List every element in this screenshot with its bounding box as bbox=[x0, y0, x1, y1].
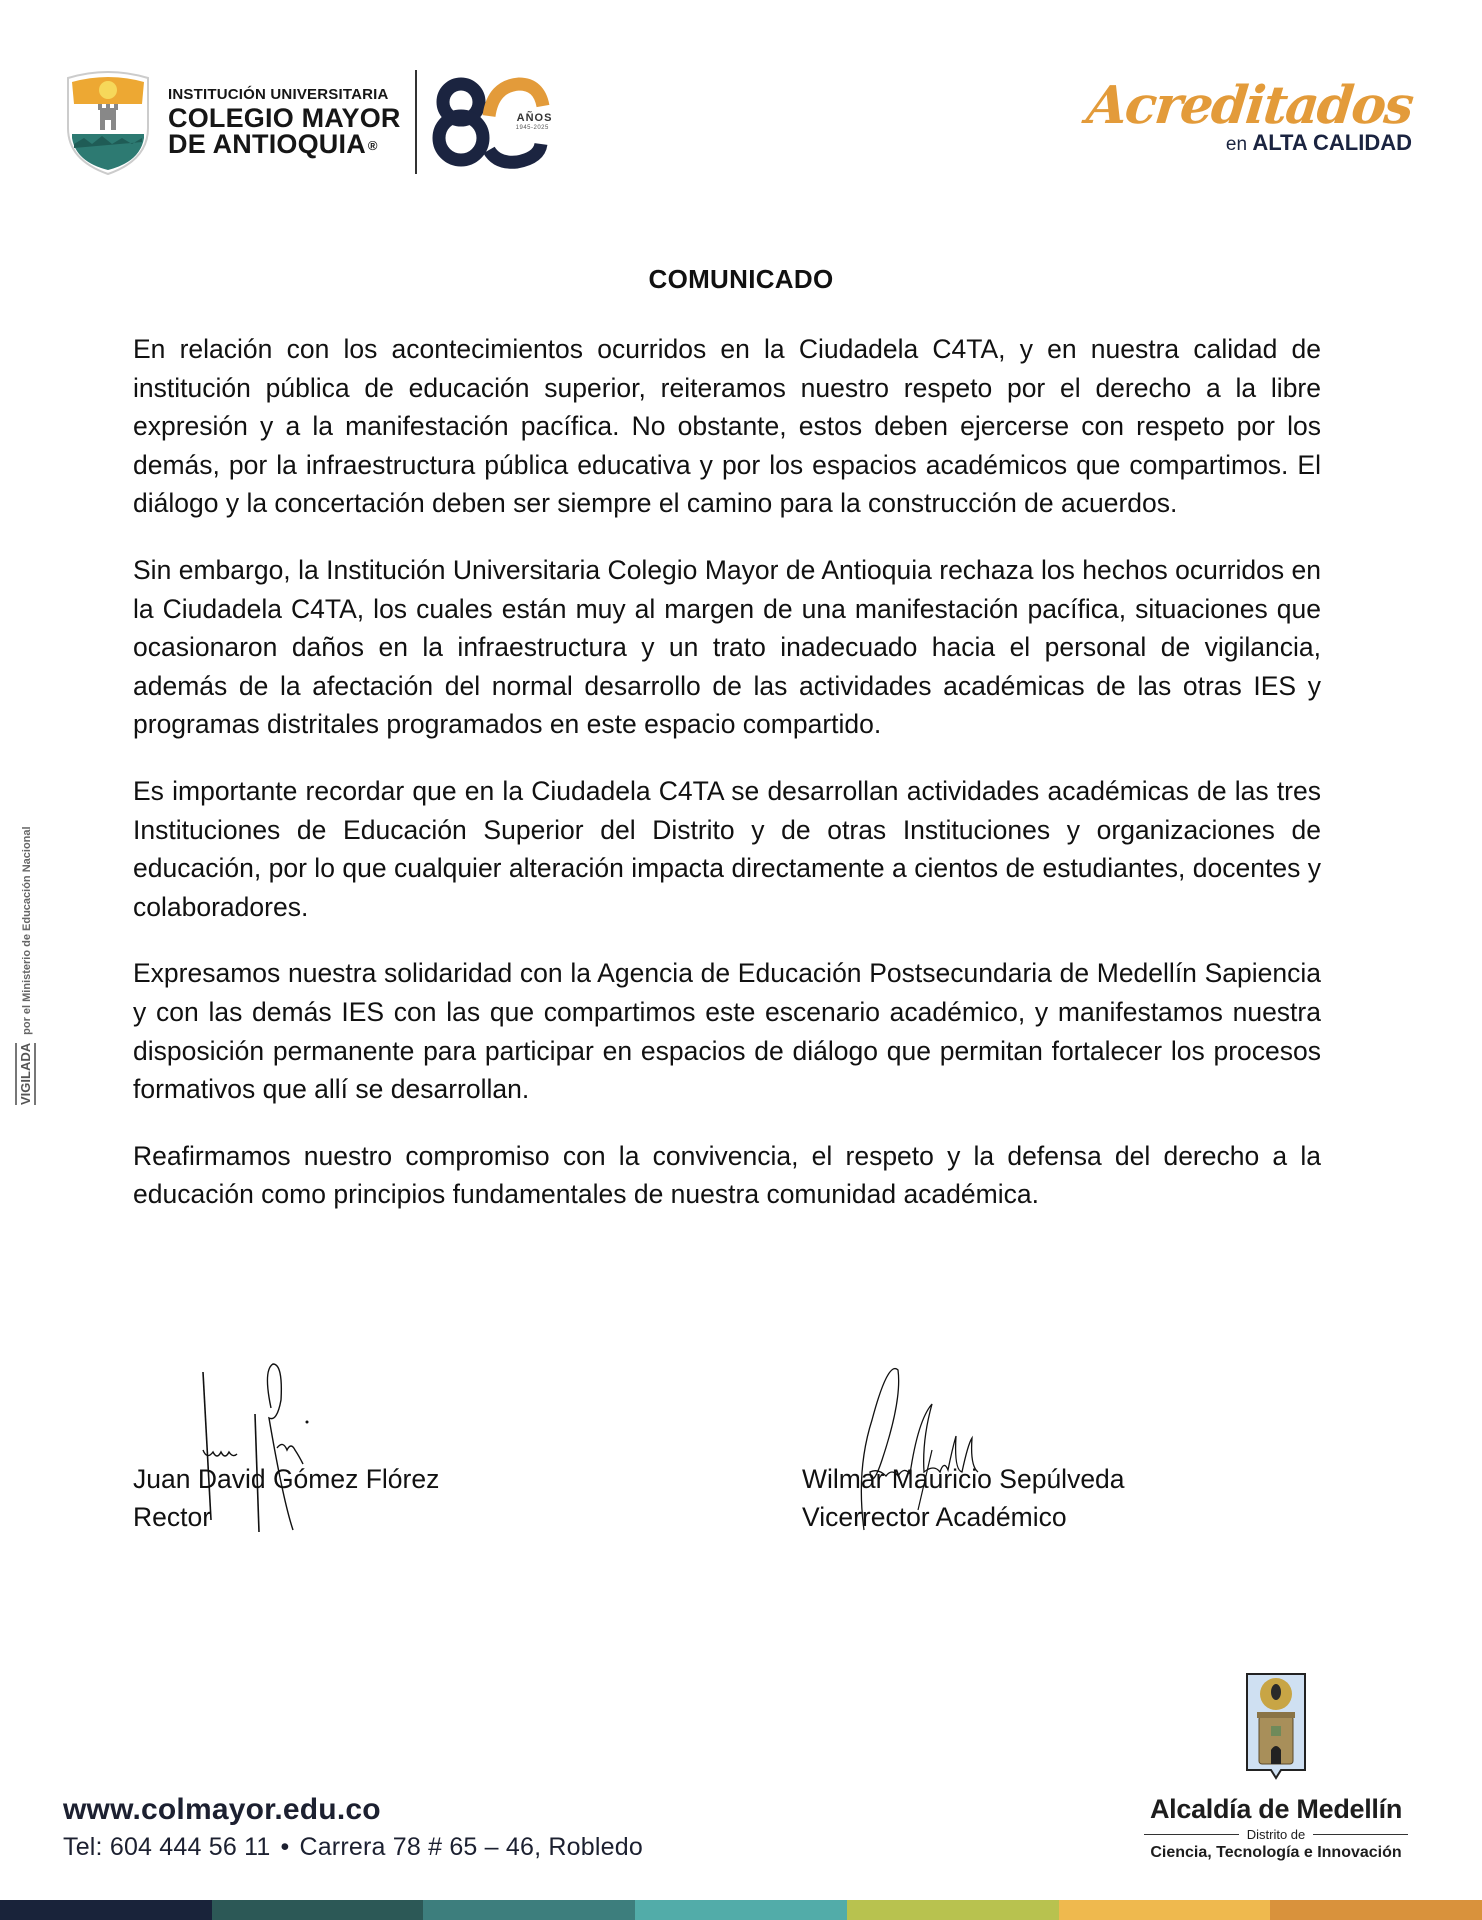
registered-mark: ® bbox=[367, 137, 378, 153]
color-segment bbox=[635, 1900, 847, 1920]
colegio-mayor-logo bbox=[62, 68, 561, 176]
anniversary-label: AÑOS bbox=[516, 112, 553, 124]
color-segment bbox=[1059, 1900, 1271, 1920]
alcaldia-distrito: Distrito de bbox=[1246, 1827, 1306, 1842]
phone-number: Tel: 604 444 56 11 bbox=[63, 1833, 271, 1861]
accreditation-bold: ALTA CALIDAD bbox=[1252, 130, 1412, 155]
accreditation-logo bbox=[1084, 75, 1416, 155]
anniversary-80-logo bbox=[431, 72, 561, 172]
paragraph: En relación con los acontecimientos ocurridos en la Ciudadela C4TA, y en nuestra calidad de institución pública de educación superior, reiteramos nuestro respeto por el derecho a la libre expresión y a la manifestación pacífica. No obstante, estos deben ejercerse con respeto por los demás, por la infraestructura pública educativa y por los espacios académicos que compartimos. El diálogo y la concertación deben ser siempre el camino para la construcción de acuerdos. bbox=[133, 334, 1321, 519]
shield-crest-icon bbox=[62, 68, 154, 176]
divider-line bbox=[1144, 1834, 1239, 1835]
vigilada-label: VIGILADA bbox=[15, 1043, 36, 1105]
document-body bbox=[133, 330, 1321, 1242]
medellin-coat-of-arms-icon bbox=[1245, 1672, 1307, 1784]
institution-type: INSTITUCIÓN UNIVERSITARIA bbox=[168, 85, 389, 103]
anniversary-years: 1945-2025 bbox=[515, 125, 549, 131]
alcaldia-medellin-logo bbox=[1136, 1672, 1416, 1862]
accreditation-script: Acreditados bbox=[1084, 75, 1416, 136]
paragraph: Es importante recordar que en la Ciudadela C4TA se desarrollan actividades académicas de las tres Instituciones de Educación Superior del Distrito y de otras Instituciones y organizaciones de educación, por lo que cualquier alteración impacta directamente a cientos de estudiantes, docentes y colaboradores. bbox=[133, 775, 1321, 922]
institution-name-line1: COLEGIO MAYOR bbox=[168, 102, 401, 133]
document-title: COMUNICADO bbox=[648, 264, 834, 294]
signatory-role: Vicerrector Académico bbox=[802, 1502, 1067, 1532]
color-segment bbox=[423, 1900, 635, 1920]
footer-color-bar bbox=[0, 1900, 1482, 1920]
website-link[interactable]: www.colmayor.edu.co bbox=[63, 1793, 381, 1826]
logo-divider bbox=[415, 70, 417, 174]
separator-dot: • bbox=[280, 1833, 290, 1861]
color-segment bbox=[847, 1900, 1059, 1920]
color-segment bbox=[0, 1900, 212, 1920]
divider-line bbox=[1313, 1834, 1408, 1835]
accreditation-prefix: en bbox=[1225, 134, 1248, 155]
signatory-name: Wilmar Mauricio Sepúlveda bbox=[802, 1464, 1125, 1494]
signatory-name: Juan David Gómez Flórez bbox=[133, 1464, 440, 1494]
paragraph: Expresamos nuestra solidaridad con la Agencia de Educación Postsecundaria de Medellín Sapiencia y con las demás IES con las que compartimos este escenario académico, y manifestamos nuestra disposición permanente para participar en espacios de diálogo que permitan fortalecer los procesos formativos que allí se desarrollan. bbox=[133, 958, 1321, 1105]
alcaldia-name: Alcaldía de Medellín bbox=[1149, 1794, 1403, 1824]
paragraph: Sin embargo, la Institución Universitaria Colegio Mayor de Antioquia rechaza los hechos ocurridos en la Ciudadela C4TA, los cuales están muy al margen de una manifestación pacífica, situaciones que ocasionaron daños en la infraestructura y un trato inadecuado hacia el personal de vigilancia, además de la afectación del normal desarrollo de las actividades académicas de las otras IES y programas distritales programados en este espacio compartido. bbox=[133, 554, 1321, 740]
color-segment bbox=[212, 1900, 424, 1920]
ministry-label: por el Ministerio de Educación Nacional bbox=[21, 826, 33, 1035]
paragraph: Reafirmamos nuestro compromiso con la convivencia, el respeto y la defensa del derecho a la educación como principios fundamentales de nuestra comunidad académica. bbox=[133, 1140, 1321, 1210]
color-segment bbox=[1270, 1900, 1482, 1920]
address: Carrera 78 # 65 – 46, Robledo bbox=[299, 1833, 643, 1861]
vigilada-side-label bbox=[18, 826, 33, 1105]
signatory-role: Rector bbox=[133, 1502, 212, 1532]
footer-contact bbox=[63, 1793, 643, 1862]
institution-name-line2: DE ANTIOQUIA bbox=[168, 129, 366, 159]
alcaldia-tagline: Ciencia, Tecnología e Innovación bbox=[1150, 1844, 1402, 1861]
